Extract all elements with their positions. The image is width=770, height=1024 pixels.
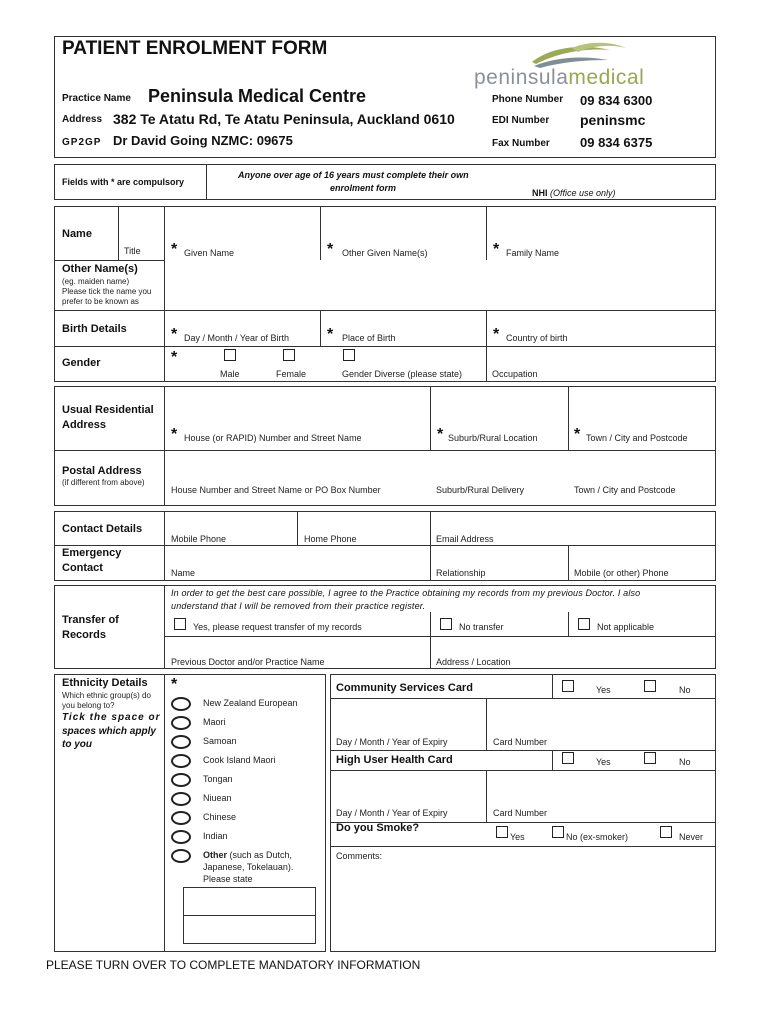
gender-diverse-checkbox[interactable]	[343, 349, 355, 361]
town-input[interactable]	[569, 387, 715, 449]
residential-label-1: Usual Residential	[62, 404, 154, 416]
fax-label: Fax Number	[492, 138, 550, 149]
dob-label: Day / Month / Year of Birth	[184, 333, 290, 343]
prev-address-input[interactable]	[431, 637, 715, 668]
postal-suburb-input[interactable]	[431, 451, 567, 505]
csc-expiry-input[interactable]	[331, 699, 485, 749]
nhi-input[interactable]	[520, 166, 714, 198]
phone-label: Phone Number	[492, 94, 564, 105]
ethnicity-niuean-radio[interactable]	[171, 792, 191, 806]
ethnicity-cook-island-radio[interactable]	[171, 754, 191, 768]
age-note-1: Anyone over age of 16 years must complete their own	[238, 170, 469, 180]
house-required: *	[171, 426, 178, 443]
phone-value: 09 834 6300	[580, 93, 653, 108]
address-label: Address	[62, 114, 103, 125]
gender-required: *	[171, 349, 178, 366]
ethnicity-note-1: Which ethnic group(s) do	[62, 691, 151, 700]
postal-house-label: House Number and Street Name or PO Box Number	[171, 485, 381, 495]
huhc-yes-label: Yes	[596, 757, 611, 767]
country-input[interactable]	[487, 311, 715, 345]
huhc-card-number-input[interactable]	[487, 771, 715, 821]
transfer-yes-checkbox[interactable]	[174, 618, 186, 630]
other-names-input[interactable]	[165, 262, 715, 309]
ethnicity-maori-radio[interactable]	[171, 716, 191, 730]
huhc-card-number-label: Card Number	[493, 808, 548, 818]
other-names-note-2: Please tick the name you	[62, 287, 152, 296]
ethnicity-chinese-radio[interactable]	[171, 811, 191, 825]
occupation-input[interactable]	[487, 347, 715, 381]
practice-name-value: Peninsula Medical Centre	[148, 86, 367, 106]
given-name-input[interactable]	[165, 207, 319, 259]
ethnicity-option: Cook Island Maori	[203, 755, 276, 765]
residential-label-2: Address	[62, 419, 107, 431]
other-names-note-3: prefer to be known as	[62, 297, 139, 306]
birth-details-label: Birth Details	[62, 323, 127, 335]
mobile-phone-input[interactable]	[165, 512, 296, 544]
ethnicity-option: Maori	[203, 717, 226, 727]
nhi-note: (Office use only)	[550, 188, 616, 198]
transfer-no-checkbox[interactable]	[440, 618, 452, 630]
home-phone-label: Home Phone	[304, 534, 357, 544]
dob-input[interactable]	[165, 311, 319, 345]
emergency-mobile-input[interactable]	[569, 546, 715, 580]
house-input[interactable]	[165, 387, 429, 449]
emergency-mobile-label: Mobile (or other) Phone	[574, 568, 669, 578]
country-label: Country of birth	[506, 333, 568, 343]
smoke-never-checkbox[interactable]	[660, 826, 672, 838]
postal-label: Postal Address	[62, 465, 142, 477]
emergency-name-label: Name	[171, 568, 196, 578]
country-required: *	[493, 326, 500, 343]
other-given-required: *	[327, 241, 334, 258]
csc-no-label: No	[679, 685, 691, 695]
address-value: 382 Te Atatu Rd, Te Atatu Peninsula, Auckland 0610	[113, 111, 455, 127]
ethnicity-option: Indian	[203, 831, 228, 841]
contact-details-label: Contact Details	[62, 523, 143, 535]
edi-value: peninsmc	[580, 112, 646, 128]
postal-suburb-label: Suburb/Rural Delivery	[436, 485, 525, 495]
transfer-text-2: understand that I will be removed from their practice register.	[171, 601, 426, 611]
occupation-label: Occupation	[492, 369, 538, 379]
suburb-input[interactable]	[431, 387, 567, 449]
csc-label: Community Services Card	[336, 682, 473, 694]
comments-input[interactable]	[331, 847, 715, 951]
given-name-required: *	[171, 241, 178, 258]
ethnicity-label: Ethnicity Details	[62, 677, 148, 689]
gp2gp-label: GP2GP	[62, 137, 102, 148]
family-name-input[interactable]	[487, 207, 715, 259]
emergency-relationship-label: Relationship	[436, 568, 486, 578]
csc-yes-checkbox[interactable]	[562, 680, 574, 692]
footer-note: PLEASE TURN OVER TO COMPLETE MANDATORY INFORMATION	[46, 958, 421, 972]
smoke-label: Do you Smoke?	[336, 822, 420, 834]
smoke-yes-label: Yes	[510, 832, 525, 842]
ethnicity-other-label: Other (such as Dutch,	[203, 850, 293, 860]
smoke-ex-label: No (ex-smoker)	[566, 832, 629, 842]
birthplace-required: *	[327, 326, 334, 343]
postal-house-input[interactable]	[165, 451, 429, 505]
form-title: PATIENT ENROLMENT FORM	[62, 38, 328, 59]
huhc-expiry-label: Day / Month / Year of Expiry	[336, 808, 448, 818]
nhi-label: NHI	[532, 188, 548, 198]
ethnicity-option: Samoan	[203, 736, 237, 746]
given-name-label: Given Name	[184, 248, 235, 258]
ethnicity-other-l2: Japanese, Tokelauan).	[203, 862, 294, 872]
other-names-label: Other Name(s)	[62, 263, 138, 275]
other-names-note-1: (eg. maiden name)	[62, 277, 130, 286]
town-label: Town / City and Postcode	[586, 433, 688, 443]
transfer-na-label: Not applicable	[597, 622, 655, 632]
csc-yes-label: Yes	[596, 685, 611, 695]
home-phone-input[interactable]	[298, 512, 429, 544]
prev-address-label: Address / Location	[436, 657, 511, 667]
logo	[474, 40, 684, 90]
ethnicity-other-radio[interactable]	[171, 849, 191, 863]
ethnicity-indian-radio[interactable]	[171, 830, 191, 844]
huhc-label: High User Health Card	[336, 754, 453, 766]
compulsory-note: Fields with * are compulsory	[62, 177, 185, 187]
postal-town-input[interactable]	[569, 451, 715, 505]
title-label: Title	[124, 246, 141, 256]
fax-value: 09 834 6375	[580, 135, 653, 150]
smoke-yes-checkbox[interactable]	[496, 826, 508, 838]
csc-card-number-label: Card Number	[493, 737, 548, 747]
comments-label: Comments:	[336, 851, 383, 861]
prev-doctor-input[interactable]	[165, 637, 429, 668]
gender-female-checkbox[interactable]	[283, 349, 295, 361]
ethnicity-option: Niuean	[203, 793, 232, 803]
age-note-2: enrolment form	[330, 183, 397, 193]
csc-no-checkbox[interactable]	[644, 680, 656, 692]
emergency-label-2: Contact	[62, 562, 103, 574]
gp2gp-value: Dr David Going NZMC: 09675	[113, 133, 293, 148]
transfer-yes-label: Yes, please request transfer of my records	[193, 622, 362, 632]
ethnicity-tick-3: to you	[62, 739, 92, 750]
title-input[interactable]	[119, 207, 163, 259]
birthplace-input[interactable]	[321, 311, 485, 345]
gender-label: Gender	[62, 357, 101, 369]
transfer-na-checkbox[interactable]	[578, 618, 590, 630]
emergency-name-input[interactable]	[165, 546, 429, 580]
transfer-no-label: No transfer	[459, 622, 504, 632]
ethnicity-tick-1: Tick the space or	[62, 712, 161, 723]
birthplace-label: Place of Birth	[342, 333, 396, 343]
ethnicity-tick-2: spaces which apply	[62, 726, 156, 737]
family-name-label: Family Name	[506, 248, 560, 258]
gender-male-label: Male	[220, 369, 240, 379]
logo-text-b: medical	[568, 66, 645, 89]
other-given-input[interactable]	[321, 207, 485, 259]
house-label: House (or RAPID) Number and Street Name	[184, 433, 362, 443]
transfer-label-1: Transfer of	[62, 614, 119, 626]
practice-name-label: Practice Name	[62, 93, 131, 104]
family-name-required: *	[493, 241, 500, 258]
ethnicity-samoan-radio[interactable]	[171, 735, 191, 749]
ethnicity-tongan-radio[interactable]	[171, 773, 191, 787]
email-input[interactable]	[431, 512, 715, 544]
smoke-never-label: Never	[679, 832, 704, 842]
other-given-label: Other Given Name(s)	[342, 248, 428, 258]
mobile-phone-label: Mobile Phone	[171, 534, 227, 544]
ethnicity-option: Tongan	[203, 774, 233, 784]
prev-doctor-label: Previous Doctor and/or Practice Name	[171, 657, 325, 667]
postal-town-label: Town / City and Postcode	[574, 485, 676, 495]
ethnicity-note-2: you belong to?	[62, 701, 115, 710]
ethnicity-nz-european-radio[interactable]	[171, 697, 191, 711]
gender-female-label: Female	[276, 369, 307, 379]
email-label: Email Address	[436, 534, 494, 544]
name-label: Name	[62, 228, 92, 240]
huhc-no-label: No	[679, 757, 691, 767]
huhc-expiry-input[interactable]	[331, 771, 485, 821]
ethnicity-option: New Zealand European	[203, 698, 298, 708]
ethnicity-option: Chinese	[203, 812, 237, 822]
emergency-label-1: Emergency	[62, 547, 122, 559]
town-required: *	[574, 426, 581, 443]
suburb-required: *	[437, 426, 444, 443]
transfer-text-1: In order to get the best care possible, I agree to the Practice obtaining my records from my previous Doctor. I also	[171, 588, 641, 598]
ethnicity-required: *	[171, 676, 178, 693]
transfer-label-2: Records	[62, 629, 107, 641]
suburb-label: Suburb/Rural Location	[448, 433, 538, 443]
ethnicity-other-l3: Please state	[203, 874, 253, 884]
logo-text-a: peninsula	[474, 66, 569, 89]
csc-card-number-input[interactable]	[487, 699, 715, 749]
smoke-ex-checkbox[interactable]	[552, 826, 564, 838]
emergency-relationship-input[interactable]	[431, 546, 567, 580]
gender-male-checkbox[interactable]	[224, 349, 236, 361]
huhc-no-checkbox[interactable]	[644, 752, 656, 764]
huhc-yes-checkbox[interactable]	[562, 752, 574, 764]
gender-diverse-label: Gender Diverse (please state)	[342, 369, 463, 379]
edi-label: EDI Number	[492, 115, 550, 126]
dob-required: *	[171, 326, 178, 343]
postal-note: (if different from above)	[62, 478, 145, 487]
csc-expiry-label: Day / Month / Year of Expiry	[336, 737, 448, 747]
